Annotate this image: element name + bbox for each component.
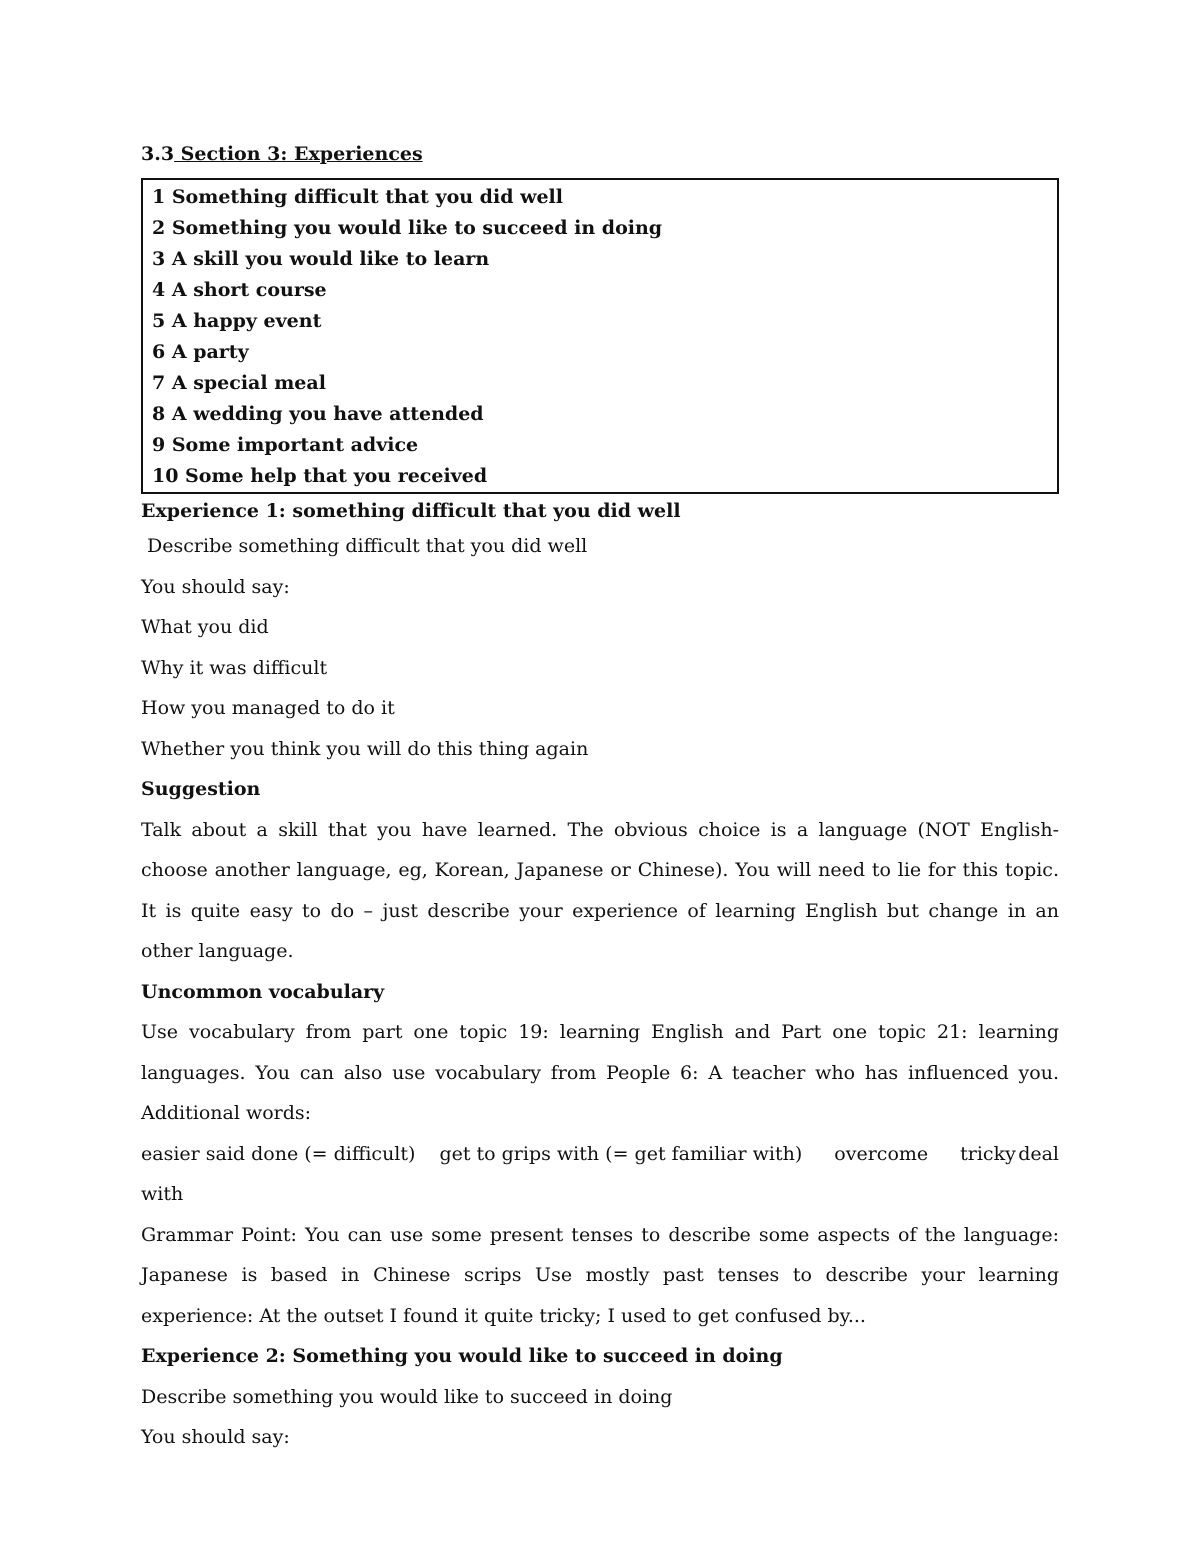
prompt-point: Whether you think you will do this thing again	[141, 737, 589, 760]
vocab-word: overcome	[834, 1142, 929, 1165]
experience-1-heading: Experience 1: something difficult that you did well	[141, 500, 681, 522]
should-say-label: You should say:	[141, 575, 290, 598]
section-title: Section 3: Experiences	[174, 143, 423, 165]
topic-list-box	[141, 178, 1059, 494]
prompt-point: What you did	[141, 616, 269, 638]
additional-words-row	[141, 1134, 1059, 1175]
suggestion-paragraph: Talk about a skill that you have learned. The obvious choice is a language (NOT English- choose another language, eg, Korean, Japanese or Chinese). You will need to lie for this topic. It is quite easy to do – just describe your experience of learning English but change in an other language.	[141, 818, 1059, 962]
experience-2-heading: Experience 2: Something you would like to succeed in doing	[141, 1345, 783, 1367]
should-say-label: You should say:	[141, 1426, 290, 1448]
topic-item: 9 Some important advice	[152, 434, 419, 456]
topic-item: 5 A happy event	[152, 310, 322, 332]
vocab-word: tricky	[960, 1142, 1016, 1165]
topic-item: 8 A wedding you have attended	[152, 403, 484, 425]
topic-item: 4 A short course	[152, 279, 327, 301]
topic-item: 1 Something difficult that you did well	[152, 186, 563, 208]
topic-item: 6 A party	[152, 341, 249, 363]
topic-item: 7 A special meal	[152, 372, 326, 394]
prompt-point: How you managed to do it	[141, 697, 395, 719]
vocab-word: deal	[1018, 1142, 1059, 1165]
vocab-word: get to grips with (= get familiar with)	[439, 1142, 803, 1165]
prompt-point: Why it was difficult	[141, 656, 328, 679]
experience-2-prompt: Describe something you would like to succeed in doing	[141, 1385, 673, 1408]
section-number: 3.3	[141, 143, 175, 165]
section-heading	[141, 140, 1059, 168]
vocabulary-heading: Uncommon vocabulary	[141, 980, 385, 1003]
experience-1-prompt: Describe something difficult that you did well	[141, 535, 588, 557]
suggestion-heading: Suggestion	[141, 778, 261, 800]
topic-item: 10 Some help that you received	[152, 465, 488, 487]
vocab-word: easier said done (= difficult)	[141, 1142, 416, 1165]
vocab-word-continuation: with	[141, 1183, 184, 1205]
grammar-paragraph: Grammar Point: You can use some present tenses to describe some aspects of the language: Japanese is based in Chinese scrips Use mostly past tenses to describe your learning experience: At the outset I found it quite tricky; I used to get confused by...	[141, 1223, 1059, 1327]
topic-item: 2 Something you would like to succeed in doing	[152, 217, 663, 239]
topic-item: 3 A skill you would like to learn	[152, 248, 490, 270]
document-page	[141, 140, 1059, 1458]
vocabulary-paragraph: Use vocabulary from part one topic 19: learning English and Part one topic 21: learning languages. You can also use vocabulary from People 6: A teacher who has influenced you. Additional words:	[141, 1021, 1059, 1124]
